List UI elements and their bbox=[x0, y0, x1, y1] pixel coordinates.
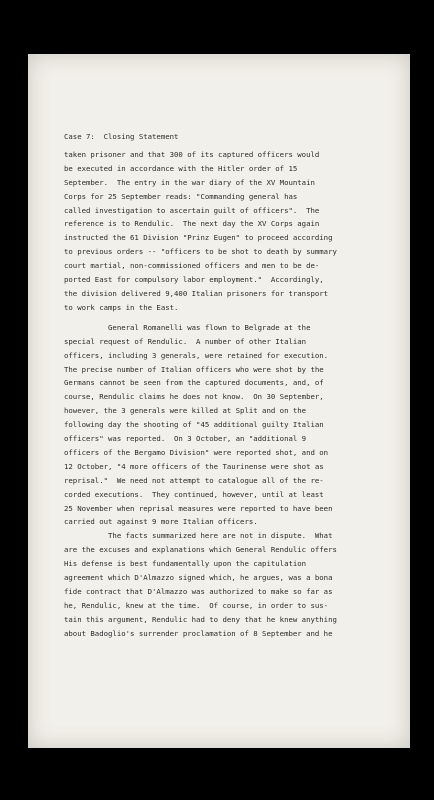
document-heading: Case 7: Closing Statement bbox=[64, 132, 179, 141]
text-line: following day the shooting of "45 additional guilty Italian bbox=[64, 420, 324, 430]
text-line: court martial, non-commissioned officers and men to be de- bbox=[64, 261, 320, 271]
text-line: General Romanelli was flown to Belgrade at the bbox=[64, 322, 311, 332]
text-line: officers" was reported. On 3 October, an "additional 9 bbox=[64, 434, 307, 444]
text-line: ported East for compulsory labor employment." Accordingly, bbox=[64, 275, 324, 285]
document-page bbox=[28, 54, 410, 748]
text-line: reference is to Rendulic. The next day the XV Corps again bbox=[64, 219, 320, 229]
document-paragraphs bbox=[64, 148, 400, 641]
text-line: officers, including 3 generals, were retained for execution. bbox=[64, 350, 329, 360]
text-line: called investigation to ascertain guilt of officers". The bbox=[64, 205, 320, 215]
text-line: the division delivered 9,400 Italian prisoners for transport bbox=[64, 288, 329, 298]
text-line: special request of Rendulic. A number of other Italian bbox=[64, 336, 307, 346]
paragraph bbox=[64, 148, 400, 315]
text-line: The facts summarized here are not in dispute. What bbox=[64, 531, 333, 541]
text-line: about Badoglio's surrender proclamation of 8 September and he bbox=[64, 628, 333, 638]
text-line: reprisal." We need not attempt to catalogue all of the re- bbox=[64, 475, 324, 485]
text-line: to previous orders -- "officers to be shot to death by summary bbox=[64, 247, 337, 257]
text-line: officers of the Bergamo Division" were reported shot, and on bbox=[64, 447, 329, 457]
text-line: September. The entry in the war diary of the XV Mountain bbox=[64, 177, 315, 187]
text-line: to work camps in the East. bbox=[64, 302, 179, 312]
text-line: 25 November when reprisal measures were reported to have been bbox=[64, 503, 333, 513]
text-line: His defense is best fundamentally upon the capitulation bbox=[64, 559, 307, 569]
text-line: agreement which D'Almazzo signed which, he argues, was a bona bbox=[64, 573, 333, 583]
text-line: carried out against 9 more Italian officers. bbox=[64, 517, 258, 527]
paragraph bbox=[64, 529, 400, 640]
text-line: tain this argument, Rendulic had to deny that he knew anything bbox=[64, 614, 337, 624]
text-line: instructed the 61 Division "Prinz Eugen" to proceed according bbox=[64, 233, 333, 243]
text-line: corded executions. They continued, however, until at least bbox=[64, 489, 324, 499]
text-line: taken prisoner and that 300 of its captured officers would bbox=[64, 149, 320, 159]
text-line: he, Rendulic, knew at the time. Of course, in order to sus- bbox=[64, 600, 329, 610]
text-line: fide contract that D'Almazzo was authorized to make so far as bbox=[64, 587, 333, 596]
text-line: however, the 3 generals were killed at Split and on the bbox=[64, 406, 307, 416]
text-line: The precise number of Italian officers who were shot by the bbox=[64, 364, 324, 374]
document-body bbox=[64, 130, 400, 641]
text-line: be executed in accordance with the Hitler order of 15 bbox=[64, 163, 298, 173]
text-line: Corps for 25 September reads: "Commanding general has bbox=[64, 191, 298, 201]
text-line: course, Rendulic claims he does not know. On 30 September, bbox=[64, 392, 324, 402]
text-line: Germans cannot be seen from the captured documents, and, of bbox=[64, 378, 324, 388]
text-line: are the excuses and explanations which General Rendulic offers bbox=[64, 545, 337, 555]
text-line: 12 October, "4 more officers of the Taurinense were shot as bbox=[64, 461, 324, 471]
paragraph bbox=[64, 321, 400, 530]
